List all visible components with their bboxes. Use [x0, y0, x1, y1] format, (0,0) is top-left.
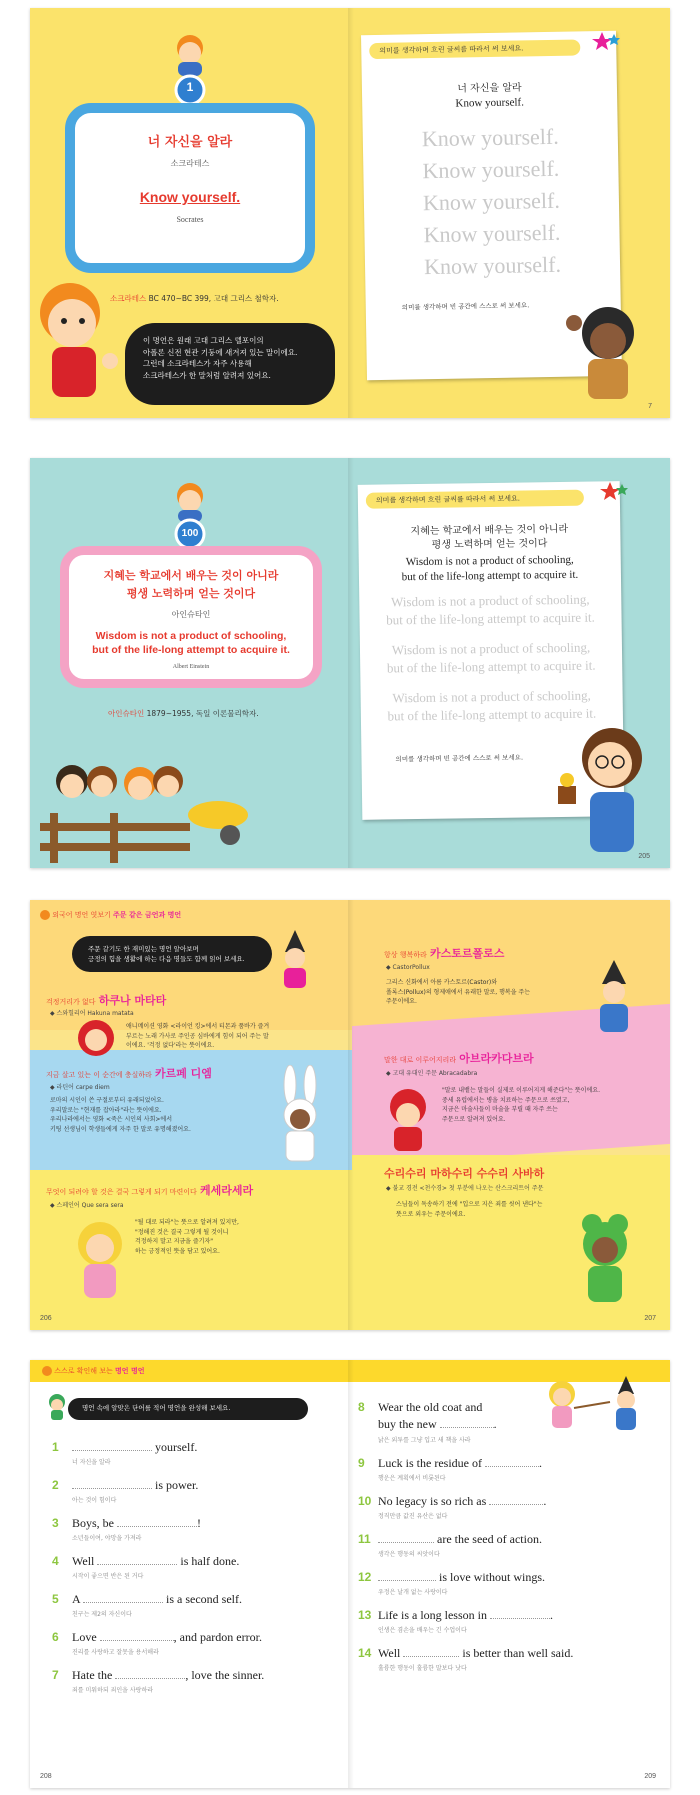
trace-lines	[359, 591, 623, 727]
sentence-after: is a second self.	[163, 1592, 242, 1606]
girl-character-icon	[560, 303, 652, 413]
body-line: 지금은 마술사들이 마술을 부릴 때 자주 쓰는	[442, 1106, 558, 1114]
exercise-translation: 진리를 사랑하고 잘못을 용서해라	[72, 1649, 159, 1656]
exercise-translation: 너 자신을 알라	[72, 1459, 111, 1466]
author-korean: 소크라테스	[170, 159, 210, 168]
tracing-instruction: 의미를 생각하며 흐린 글씨를 따라서 써 보세요.	[366, 490, 584, 509]
boy-character-icon	[158, 478, 222, 550]
free-write-instruction: 의미를 생각하며 빈 공간에 스스로 써 보세요.	[395, 753, 524, 764]
section-body	[442, 1086, 600, 1124]
exercise-number: 8	[358, 1400, 365, 1414]
sentence-before: Luck is the residue of	[378, 1456, 485, 1470]
sentence-after: !	[197, 1516, 201, 1530]
section-origin: ◆ 스페인어 Que sera sera	[50, 1202, 124, 1209]
answer-blank[interactable]	[440, 1427, 494, 1428]
exercise-number: 9	[358, 1456, 365, 1470]
bubble-line: 아폴론 신전 현관 기둥에 새겨져 있는 말이에요.	[143, 347, 298, 357]
author-korean: 아인슈타인	[171, 610, 211, 619]
page-left	[30, 458, 352, 868]
quote-english: but of the life-long attempt to acquire it.	[92, 644, 290, 656]
exercise-sentence	[72, 1478, 198, 1493]
section-body	[50, 1096, 191, 1134]
quote-korean: 평생 노력하며 얻는 것이다	[126, 587, 256, 600]
sentence-before: Wear the old coat and	[378, 1400, 483, 1414]
trace-korean: 지혜는 학교에서 배우는 것이 아니라	[410, 523, 569, 538]
bubble-line: 소크라테스가 한 말처럼 알려져 있어요.	[143, 370, 271, 380]
page-left	[30, 1360, 352, 1788]
answer-blank[interactable]	[117, 1526, 197, 1527]
page-number: 206	[40, 1315, 52, 1322]
trace-line: Know yourself.	[422, 187, 561, 216]
body-line: 그리스 신화에서 아름 카스토르(Castor)와	[386, 979, 498, 986]
answer-blank[interactable]	[378, 1580, 436, 1581]
exercise-translation: 죄를 미워하되 죄인을 사랑하라	[72, 1687, 154, 1694]
bubble-line: 긍정의 힘을 생활에 하는 다음 명들도 함께 읽어 보세요.	[88, 955, 245, 964]
section-title	[46, 1065, 212, 1081]
body-line: 주문이에요.	[386, 998, 417, 1006]
sentence-after: yourself.	[152, 1440, 198, 1454]
sentence-after: .	[538, 1456, 542, 1470]
section-phrase: 케세라세라	[199, 1184, 254, 1197]
bunny-character-icon	[270, 1065, 330, 1165]
header-main: 주문 같은 금언과 명언	[113, 911, 182, 919]
star-icon	[600, 480, 630, 502]
answer-blank[interactable]	[378, 1542, 434, 1543]
trace-line: Wisdom is not a product of schooling,	[392, 687, 591, 706]
answer-blank[interactable]	[489, 1504, 543, 1505]
body-line: 하는 긍정적인 뜻을 담고 있어요.	[135, 1247, 220, 1255]
answer-blank[interactable]	[115, 1678, 185, 1679]
answer-blank[interactable]	[100, 1640, 174, 1641]
exercise-number: 7	[52, 1668, 59, 1682]
author-note	[110, 293, 279, 304]
page-right	[352, 8, 670, 418]
quote-number: 100	[181, 528, 199, 539]
page-number: 205	[638, 853, 650, 860]
lion-character-icon	[74, 1018, 118, 1058]
quote-number: 1	[186, 80, 194, 94]
section-title	[46, 1182, 253, 1198]
exercise-number: 4	[52, 1554, 59, 1568]
section-origin: ◆ 라틴어 carpe diem	[50, 1084, 110, 1091]
header-pre: 외국어 명언 엿보기	[52, 911, 111, 919]
section-pre: 무엇이 되려야 할 것은 결국 그렇게 되기 마련이다	[46, 1188, 197, 1196]
page-number: 208	[40, 1773, 52, 1780]
trace-line: Know yourself.	[423, 251, 562, 280]
exercise-translation: 낡은 외투를 그냥 입고 새 책을 사라	[378, 1437, 471, 1444]
sentence-before: Hate the	[72, 1668, 116, 1682]
page-left	[30, 8, 352, 418]
fold-shadow	[348, 1360, 354, 1788]
boy-character-icon	[158, 28, 222, 108]
sentence-before: buy the new	[378, 1417, 440, 1431]
exercise-sentence	[378, 1532, 542, 1547]
quote-frame	[65, 103, 315, 273]
tracing-instruction: 의미를 생각하며 흐린 글씨를 따라서 써 보세요.	[369, 39, 580, 59]
exercise-translation: 정직만큼 값진 유산은 없다	[378, 1513, 448, 1520]
section-title	[384, 1165, 544, 1181]
sentence-before: Well	[378, 1646, 404, 1660]
children-illustration	[40, 753, 250, 863]
exercise-translation: 훌륭한 행동이 훌륭한 말보다 낫다	[378, 1665, 467, 1672]
header-pre: 스스로 확인해 보는	[54, 1367, 113, 1375]
section-origin: ◆ 불교 경전 <천수경> 첫 부분에 나오는 산스크리트어 주문	[386, 1185, 544, 1192]
exercise-translation: 우정은 날개 없는 사랑이다	[378, 1589, 448, 1596]
sentence-after: , love the sinner.	[185, 1668, 265, 1682]
trace-korean: 너 자신을 알라	[457, 82, 522, 95]
author-note-name: 소크라테스	[110, 294, 147, 303]
exercise-sentence	[72, 1440, 197, 1455]
sentence-after: is love without wings.	[436, 1570, 546, 1584]
author-english: Albert Einstein	[172, 664, 210, 670]
trace-english: Wisdom is not a product of schooling,	[405, 553, 574, 569]
trace-line: Know yourself.	[421, 123, 559, 152]
sentence-before: Well	[72, 1554, 98, 1568]
answer-blank[interactable]	[72, 1488, 152, 1489]
sentence-before: Life is a long lesson in	[378, 1608, 490, 1622]
exercise-translation: 시작이 좋으면 반은 된 거다	[72, 1573, 144, 1580]
exercise-sentence	[72, 1554, 239, 1569]
spread-4	[30, 1360, 670, 1788]
spread-header	[42, 1366, 145, 1376]
section-origin: ◆ CastorPollux	[386, 964, 430, 971]
girl-character-icon	[70, 1218, 130, 1308]
bubble-line: 주문 같기도 한 재미있는 명언 알아보며	[88, 945, 199, 953]
page-number: 209	[644, 1773, 656, 1780]
exercise-sentence	[72, 1668, 264, 1683]
sentence-after: .	[493, 1417, 497, 1431]
fold-shadow	[348, 8, 354, 418]
spread-1	[30, 8, 670, 418]
exercise-sentence	[72, 1630, 262, 1645]
exercise-sentence	[72, 1516, 201, 1531]
body-line: 애니메이션 영화 <라이언 킹>에서 티몬과 품바가 즐겨	[126, 1023, 270, 1030]
trace-line: but of the life-long attempt to acquire it.	[386, 657, 596, 676]
sentence-after: .	[549, 1608, 553, 1622]
exercise-number: 2	[52, 1478, 59, 1492]
exercise-translation: 아는 것이 힘이다	[72, 1497, 117, 1504]
explanation-bubble	[125, 323, 335, 405]
section-phrase: 수리수리 마하수리 수수리 사바하	[384, 1167, 545, 1180]
frog-character-icon	[570, 1210, 640, 1310]
wizard-character-icon	[584, 960, 644, 1040]
author-english: Socrates	[176, 215, 204, 224]
body-line: 키팅 선생님이 학생들에게 자주 한 말로 유명해졌어요.	[50, 1125, 191, 1133]
trace-line: Wisdom is not a product of schooling,	[390, 591, 590, 610]
sentence-after: .	[543, 1494, 547, 1508]
body-line: 우리말로는 "현재를 잡아라"라는 뜻이에요.	[50, 1106, 162, 1114]
intro-bubble	[72, 936, 272, 972]
page-number: 7	[648, 403, 652, 410]
exercise-sentence	[378, 1646, 573, 1661]
trace-line: Know yourself.	[423, 219, 561, 248]
section-body	[396, 1200, 542, 1219]
sentence-after: is half done.	[177, 1554, 240, 1568]
exercise-number: 12	[358, 1570, 372, 1584]
exercise-number: 11	[358, 1532, 371, 1546]
answer-blank[interactable]	[485, 1466, 539, 1467]
answer-blank[interactable]	[72, 1450, 152, 1451]
answer-blank[interactable]	[97, 1564, 177, 1565]
free-write-instruction: 의미를 생각하며 빈 공간에 스스로 써 보세요.	[401, 301, 530, 312]
sentence-after: is power.	[152, 1478, 199, 1492]
body-line: "말로 내뱉는 말들이 실제로 이루어지게 해준다"는 뜻이에요.	[442, 1087, 600, 1094]
exercise-translation: 인생은 겸손을 배우는 긴 수업이다	[378, 1627, 467, 1634]
page-left	[30, 900, 352, 1330]
sentence-before: No legacy is so rich as	[378, 1494, 490, 1508]
bubble-line: 그런데 소크라테스가 자주 사용해	[143, 359, 252, 369]
boy-character-icon	[30, 273, 120, 413]
girl-character-icon	[380, 1085, 436, 1155]
header-main: 명언 명언	[115, 1367, 145, 1375]
fairy-character-icon	[44, 1392, 70, 1422]
page-right	[352, 1360, 670, 1788]
author-note-name: 아인슈타인	[108, 709, 145, 718]
exercise-translation: 친구는 제2의 자신이다	[72, 1611, 132, 1618]
fold-shadow	[348, 900, 354, 1330]
body-line: "정해진 것은 결국 그렇게 될 것이니	[135, 1228, 229, 1236]
sentence-after: are the seed of action.	[434, 1532, 542, 1546]
body-line: 부르는 노래 가사로 주인공 심바에게 힘이 되어 주는 말	[126, 1032, 269, 1040]
quote-korean: 지혜는 학교에서 배우는 것이 아니라	[103, 569, 279, 582]
exercise-number: 5	[52, 1592, 59, 1606]
exercise-sentence	[72, 1592, 242, 1607]
exercise-sentence	[378, 1608, 553, 1623]
exercise-sentence	[378, 1570, 545, 1585]
fold-shadow	[348, 458, 354, 868]
spread-header	[40, 910, 181, 920]
exercise-instruction: 명언 속에 알맞은 단어를 적어 명언을 완성해 보세요.	[68, 1398, 308, 1420]
trace-line: but of the life-long attempt to acquire it.	[387, 705, 597, 724]
body-line: 로마의 시인이 쓴 구절로부터 유래되었어요.	[50, 1097, 164, 1104]
body-line: 폴록스(Pollux)의 형제애에서 유래한 말로, 행복을 주는	[386, 988, 531, 996]
page-right	[352, 458, 670, 868]
body-line: 우리나라에서는 영화 <죽은 시인의 사회>에서	[50, 1116, 173, 1124]
section-body	[126, 1022, 269, 1051]
trace-line: but of the life-long attempt to acquire it.	[386, 609, 595, 628]
exercise-sentence	[378, 1494, 546, 1509]
author-note-text: BC 470~BC 399, 고대 그리스 철학자.	[146, 294, 279, 303]
section-phrase: 아브라카다브라	[459, 1052, 534, 1065]
spread-2	[30, 458, 670, 868]
exercise-translation: 소년들이여, 야망을 가져라	[72, 1535, 142, 1542]
quote-korean: 너 자신을 알라	[147, 135, 233, 150]
trace-english: but of the life-long attempt to acquire it.	[401, 568, 579, 584]
body-line: 주문으로 알려져 있어요.	[442, 1115, 506, 1123]
trace-line: Wisdom is not a product of schooling,	[391, 639, 591, 658]
body-line: 스님들이 독송하기 전에 "입으로 지은 죄를 씻어 낸다"는	[396, 1201, 543, 1208]
wizard-character-icon	[270, 930, 320, 990]
section-title	[384, 945, 504, 961]
children-illustration	[540, 1374, 650, 1434]
bubble-line: 이 명언은 원래 고대 그리스 델포이의	[143, 336, 264, 345]
exercise-translation: 생각은 행동의 씨앗이다	[378, 1551, 440, 1558]
trace-english: Know yourself.	[455, 96, 525, 110]
sentence-after: is better than well said.	[459, 1646, 574, 1660]
sentence-before: Boys, be	[72, 1516, 117, 1530]
section-origin: ◆ 고대 유대인 주문 Abracadabra	[386, 1070, 478, 1077]
section-phrase: 카스토르폴로스	[429, 947, 505, 960]
exercise-number: 6	[52, 1630, 59, 1644]
section-phrase: 카르페 디엠	[154, 1067, 212, 1080]
body-line: 중세 유럽에서는 병을 치료하는 주문으로 쓰였고,	[442, 1096, 570, 1104]
exercise-number: 10	[358, 1494, 372, 1508]
spread-3	[30, 900, 670, 1330]
quote-english: Know yourself.	[139, 189, 241, 205]
exercise-sentence	[378, 1456, 542, 1471]
quote-english: Wisdom is not a product of schooling,	[95, 630, 287, 642]
section-body	[386, 978, 530, 1007]
section-pre: 말한 대로 이루어지리라	[384, 1056, 457, 1064]
section-title	[384, 1050, 534, 1066]
body-line: 뜻으로 외우는 주문이에요.	[396, 1210, 466, 1218]
body-line: "될 대로 되라"는 뜻으로 알려져 있지만,	[135, 1219, 239, 1226]
page-right	[352, 900, 670, 1330]
exercise-number: 14	[358, 1646, 372, 1660]
sentence-after: , and pardon error.	[173, 1630, 262, 1644]
section-pre: 항상 행복하라	[384, 951, 427, 959]
girl-character-icon	[550, 718, 650, 858]
trace-korean: 평생 노력하며 얻는 것이다	[431, 538, 548, 551]
answer-blank[interactable]	[490, 1618, 550, 1619]
section-pre: 걱정거리가 없다	[46, 998, 96, 1006]
exercise-translation: 행운은 계획에서 비롯된다	[378, 1475, 446, 1482]
author-note	[108, 708, 259, 719]
section-pre: 지금 살고 있는 이 순간에 충실하라	[46, 1071, 152, 1079]
answer-blank[interactable]	[403, 1656, 459, 1657]
exercise-number: 1	[52, 1440, 59, 1454]
exercise-sentence	[378, 1417, 497, 1432]
page-number: 207	[644, 1315, 656, 1322]
author-note-text: 1879~1955, 독일 이론물리학자.	[144, 709, 259, 718]
body-line: 걱정하지 말고 지금을 즐기자"	[135, 1238, 214, 1246]
section-title	[46, 992, 166, 1008]
trace-line: Know yourself.	[422, 155, 560, 184]
section-phrase: 하쿠나 마타타	[98, 994, 167, 1007]
exercise-number: 3	[52, 1516, 59, 1530]
star-icon	[592, 30, 622, 52]
body-line: 이에요. '걱정 없다'라는 뜻이에요.	[126, 1042, 215, 1050]
section-body	[135, 1218, 239, 1256]
trace-lines	[363, 123, 621, 287]
quote-frame	[60, 546, 322, 688]
section-origin: ◆ 스와힐리어 Hakuna matata	[50, 1010, 134, 1017]
sentence-before: Love	[72, 1630, 100, 1644]
sentence-before: A	[72, 1592, 84, 1606]
answer-blank[interactable]	[83, 1602, 163, 1603]
exercise-number: 13	[358, 1608, 372, 1622]
